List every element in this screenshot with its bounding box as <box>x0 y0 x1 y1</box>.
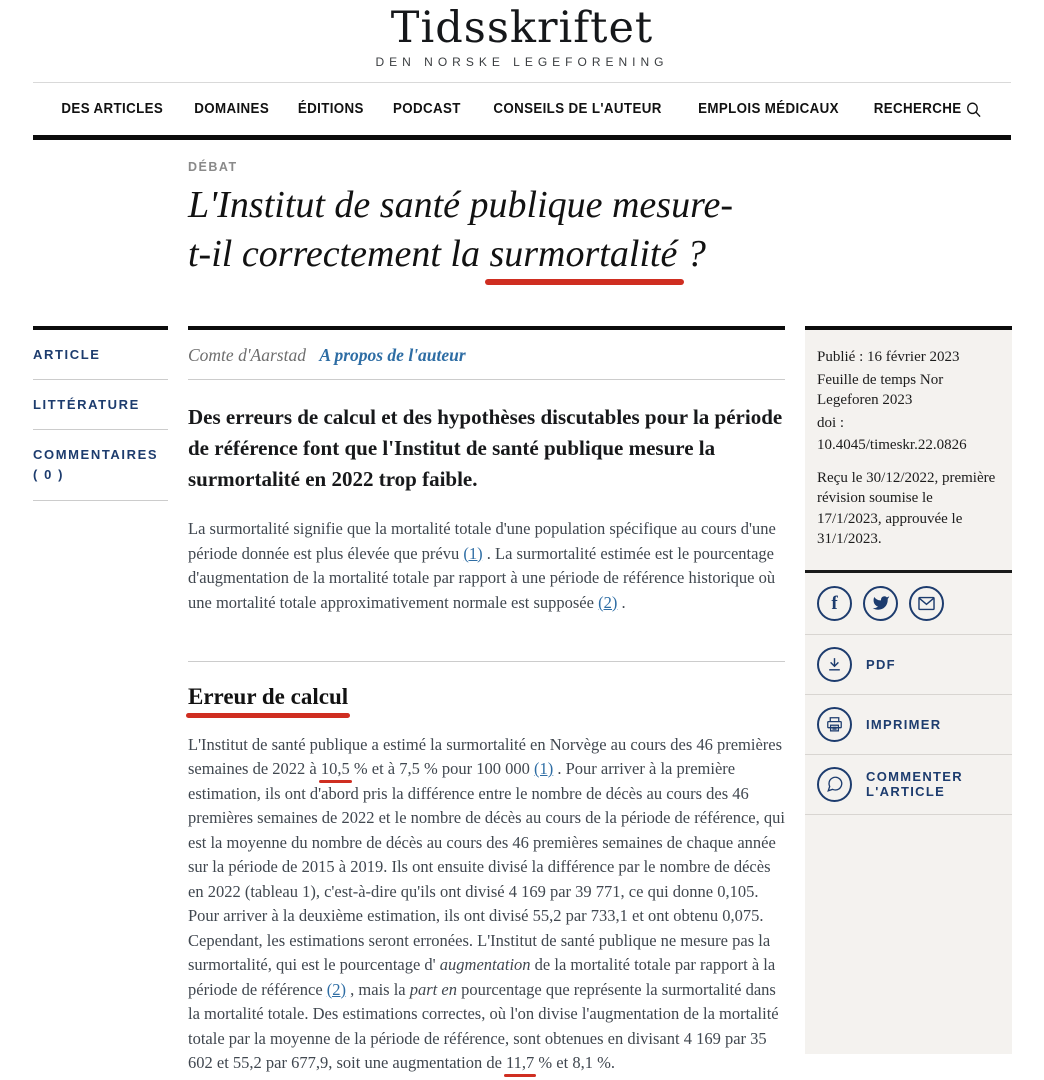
nav-domaines[interactable]: DOMAINES <box>193 101 269 117</box>
printer-icon <box>817 707 852 742</box>
title-line2-pre: t-il correctement la <box>188 233 490 275</box>
facebook-icon: f <box>831 592 838 614</box>
twitter-share-button[interactable] <box>863 586 898 621</box>
p2-text: % et 8,1 %. <box>534 1053 615 1073</box>
reference-link-1[interactable]: (1) <box>463 543 483 563</box>
sidebar-item-article[interactable]: ARTICLE <box>33 330 168 380</box>
marked-value-10-5: 10,5 <box>320 759 350 779</box>
search-icon <box>965 100 982 119</box>
author-name: Comte d'Aarstad <box>188 345 306 365</box>
twitter-icon <box>872 594 890 612</box>
article-title <box>188 181 808 279</box>
received-dates: Reçu le 30/12/2022, première révision soumise le 17/1/2023, approuvée le 31/1/2023. <box>817 469 996 548</box>
nav-podcast[interactable]: PODCAST <box>392 101 461 117</box>
p2-text: L'Institut de santé publique a estimé la surmortalité en Norvège au cours des 46 premières semaines de 2022 à <box>188 734 783 779</box>
marked-value-11-7: 11,7 <box>506 1053 535 1073</box>
article-lead: Des erreurs de calcul et des hypothèses discutables pour la période de référence font que l'Institut de santé publique mesure la surmortalité en 2022 trop faible. <box>188 405 783 491</box>
p1-text: . La surmortalité estimée est le pourcentage d'augmentation de la mortalité totale par rapport à une période de référence historique où une mortalité totale approximativement normale est supposée <box>188 543 776 612</box>
share-row <box>805 573 1012 635</box>
p1-text: . <box>617 592 626 612</box>
sidebar-item-litterature[interactable]: LITTÉRATURE <box>33 380 168 430</box>
nav-des-articles[interactable]: DES ARTICLES <box>61 101 164 117</box>
about-author-link[interactable]: A propos de l'auteur <box>319 345 466 365</box>
doi-label: doi : <box>817 414 845 431</box>
reference-link-2[interactable]: (2) <box>598 592 618 612</box>
comment-label: COMMENTER L'ARTICLE <box>866 769 963 800</box>
p2-text: , mais la <box>346 979 410 999</box>
nav-search[interactable] <box>873 100 982 119</box>
article-columns <box>33 326 1012 1073</box>
email-share-button[interactable] <box>909 586 944 621</box>
logo-subtitle: DEN NORSKE LEGEFORENING <box>375 55 669 69</box>
site-header <box>0 0 1044 140</box>
paragraph-calculation <box>188 733 785 1076</box>
byline <box>188 330 785 380</box>
title-line2-post: ? <box>677 233 706 275</box>
published-date: Publié : 16 février 2023 <box>817 349 960 365</box>
speech-bubble-icon <box>817 767 852 802</box>
article-head <box>188 160 1012 279</box>
nav-divider <box>33 135 1011 140</box>
section-divider <box>188 661 785 662</box>
paragraph-intro <box>188 517 785 615</box>
nav-conseils-auteur[interactable]: CONSEILS DE L'AUTEUR <box>493 101 663 117</box>
p2-text: pourcentage que représente la surmortalité dans la mortalité totale. Des estimations correctes, où l'on divise l'augmentation de la mortalité totale par la moyenne de la période de référence, sont obtenues en divisant 4 169 par 35 602 et 55,2 par 677,9, soit une augmentation de <box>188 979 779 1073</box>
section-heading-marked: Erreur de calcul <box>188 684 349 709</box>
article-section-nav <box>33 326 168 1054</box>
section-heading <box>188 683 785 711</box>
pdf-label: PDF <box>866 656 896 672</box>
sidebar-item-commentaires[interactable]: COMMENTAIRES ( 0 ) <box>33 430 168 500</box>
nav-editions[interactable]: ÉDITIONS <box>297 101 364 117</box>
print-row[interactable] <box>805 695 1012 755</box>
email-icon <box>917 594 936 613</box>
p1-text: La surmortalité signifie que la mortalité totale d'une population spécifique au cours d'une période donnée est plus élevée que prévu <box>188 519 776 563</box>
emphasis-part-en: part en <box>409 979 457 999</box>
emphasis-augmentation: augmentation <box>439 955 531 975</box>
comment-row[interactable] <box>805 755 1012 815</box>
title-line1: L'Institut de santé publique mesure- <box>188 184 733 226</box>
doi-value: 10.4045/timeskr.22.0826 <box>817 437 967 454</box>
publication-info-box <box>805 326 1012 573</box>
reference-link-2[interactable]: (2) <box>326 979 347 999</box>
p2-text: . Pour arriver à la première estimation, ils ont d'abord pris la différence entre le nombre de décès au cours des 46 premières semaines de 2022 et le nombre de décès au cours de la période de référence, qui est la moyenne du nombre de décès au cours des 46 premières semaines de chaque année sur la période de 2015 à 2019. Ils ont ensuite divisé la différence par le nombre de décès en 2022 (tableau 1), c'est-à-dire qu'ils ont divisé 4 169 par 39 771, ce qui donne 0,105. Pour arriver à la deuxième estimation, ils ont divisé 55,2 par 733,1 et ont obtenu 0,075. Cependant, les estimations seront erronées. L'Institut de santé publique ne mesure pas la surmortalité, qui est le pourcentage d' <box>188 759 785 975</box>
article-content <box>188 326 785 1073</box>
main-nav <box>33 83 1011 135</box>
nav-emplois-medicaux[interactable]: EMPLOIS MÉDICAUX <box>698 101 840 117</box>
print-label: IMPRIMER <box>866 716 942 732</box>
site-logo[interactable] <box>0 4 1044 69</box>
facebook-share-button[interactable] <box>817 586 852 621</box>
article-kicker: DÉBAT <box>188 160 238 174</box>
article-meta-rail <box>805 326 1012 1054</box>
p2-text: de la mortalité totale par rapport à la période de référence <box>188 955 776 999</box>
p2-text: % et à 7,5 % pour 100 000 <box>349 759 534 779</box>
nav-search-label: RECHERCHE <box>873 101 962 117</box>
download-icon <box>817 647 852 682</box>
pdf-download-row[interactable] <box>805 635 1012 695</box>
reference-link-1[interactable]: (1) <box>533 759 554 779</box>
title-marked-word: surmortalité <box>489 233 678 275</box>
logo-title: Tidsskriftet <box>390 3 654 53</box>
journal-name: Feuille de temps Nor Legeforen 2023 <box>817 371 944 409</box>
